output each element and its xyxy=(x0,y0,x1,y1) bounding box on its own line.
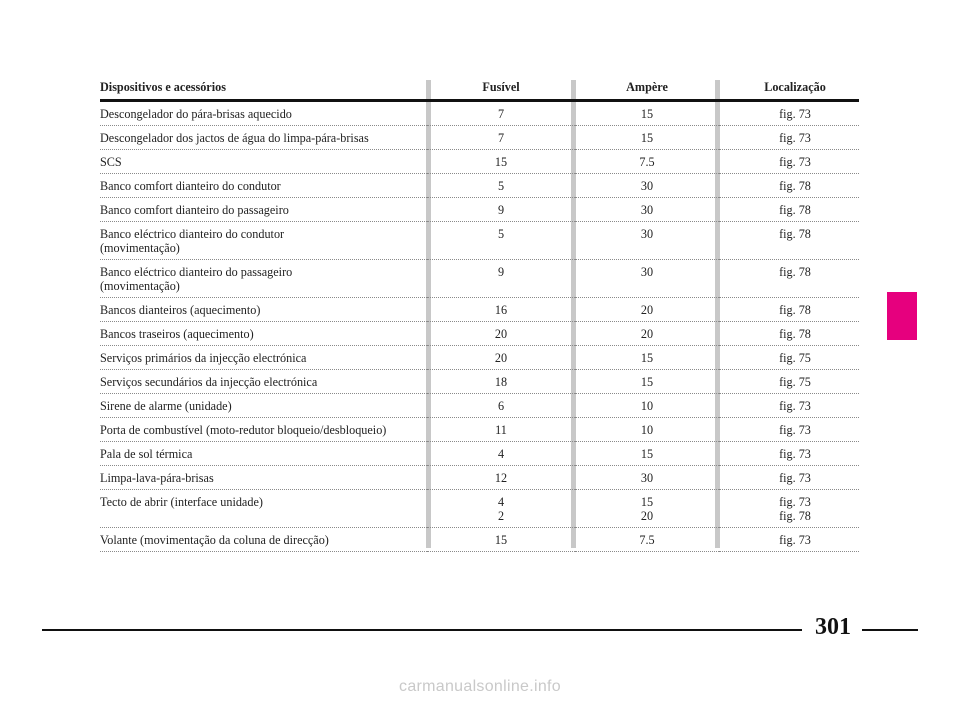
fuse-value-1: 4 xyxy=(497,495,505,509)
device-line-1: Banco eléctrico dianteiro do condutor xyxy=(100,227,285,241)
location-cell: fig. 73 xyxy=(719,394,859,418)
fuse-cell: 9 xyxy=(427,198,575,222)
device-cell: Bancos traseiros (aquecimento) xyxy=(100,322,427,346)
device-cell: Bancos dianteiros (aquecimento) xyxy=(100,298,427,322)
device-cell: Descongelador dos jactos de água do limpa-pára-brisas xyxy=(100,126,427,150)
ampere-cell: 15 xyxy=(575,126,719,150)
fuse-cell: 11 xyxy=(427,418,575,442)
ampere-value-2: 20 xyxy=(640,509,654,523)
ampere-cell: 7.5 xyxy=(575,528,719,552)
watermark: carmanualsonline.info xyxy=(399,678,561,695)
ampere-cell: 20 xyxy=(575,322,719,346)
location-cell: fig. 75 xyxy=(719,346,859,370)
table-row xyxy=(100,126,859,150)
ampere-cell: 15 xyxy=(575,442,719,466)
fuse-cell xyxy=(427,490,575,528)
table-row xyxy=(100,198,859,222)
header-fuse: Fusível xyxy=(427,78,575,101)
ampere-cell: 30 xyxy=(575,222,719,260)
fuse-cell: 15 xyxy=(427,528,575,552)
location-cell: fig. 73 xyxy=(719,126,859,150)
table-row xyxy=(100,528,859,552)
fuse-cell: 9 xyxy=(427,260,575,298)
table-row xyxy=(100,174,859,198)
ampere-cell: 30 xyxy=(575,198,719,222)
fuse-cell: 20 xyxy=(427,346,575,370)
device-cell: Pala de sol térmica xyxy=(100,442,427,466)
footer-rule-right xyxy=(862,629,918,631)
table-row xyxy=(100,101,859,126)
location-cell: fig. 73 xyxy=(719,466,859,490)
device-cell: Descongelador do pára-brisas aquecido xyxy=(100,101,427,126)
device-cell xyxy=(100,260,427,298)
device-cell: Serviços primários da injecção electrónica xyxy=(100,346,427,370)
ampere-cell xyxy=(575,490,719,528)
ampere-cell: 15 xyxy=(575,101,719,126)
location-cell: fig. 73 xyxy=(719,442,859,466)
ampere-cell: 20 xyxy=(575,298,719,322)
location-cell: fig. 78 xyxy=(719,174,859,198)
device-cell: Serviços secundários da injecção electrónica xyxy=(100,370,427,394)
device-cell: Banco comfort dianteiro do condutor xyxy=(100,174,427,198)
ampere-value-1: 15 xyxy=(640,495,654,509)
location-cell: fig. 73 xyxy=(719,418,859,442)
table-row xyxy=(100,490,859,528)
location-cell: fig. 73 xyxy=(719,528,859,552)
fuse-cell: 7 xyxy=(427,126,575,150)
device-cell: Porta de combustível (moto-redutor bloqueio/desbloqueio) xyxy=(100,418,427,442)
fuse-cell: 20 xyxy=(427,322,575,346)
device-cell xyxy=(100,222,427,260)
header-ampere: Ampère xyxy=(575,78,719,101)
device-cell: Tecto de abrir (interface unidade) xyxy=(100,490,427,528)
location-cell xyxy=(719,490,859,528)
location-value-1: fig. 73 xyxy=(779,495,811,509)
table-row xyxy=(100,442,859,466)
device-line-1: Banco eléctrico dianteiro do passageiro xyxy=(100,265,293,279)
header-devices: Dispositivos e acessórios xyxy=(100,78,427,101)
ampere-cell: 10 xyxy=(575,418,719,442)
ampere-cell: 10 xyxy=(575,394,719,418)
location-cell: fig. 78 xyxy=(719,260,859,298)
ampere-cell: 30 xyxy=(575,466,719,490)
device-line-2: (movimentação) xyxy=(100,241,180,255)
footer-rule-left xyxy=(42,629,802,631)
location-cell: fig. 78 xyxy=(719,298,859,322)
table-row xyxy=(100,394,859,418)
table-row xyxy=(100,466,859,490)
ampere-cell: 15 xyxy=(575,346,719,370)
table-row xyxy=(100,346,859,370)
ampere-cell: 30 xyxy=(575,260,719,298)
ampere-cell: 15 xyxy=(575,370,719,394)
device-line-2: (movimentação) xyxy=(100,279,180,293)
fuse-table xyxy=(100,78,859,552)
table-header-row xyxy=(100,78,859,101)
location-value-2: fig. 78 xyxy=(779,509,811,523)
device-cell: Limpa-lava-pára-brisas xyxy=(100,466,427,490)
fuse-cell: 16 xyxy=(427,298,575,322)
fuse-cell: 15 xyxy=(427,150,575,174)
fuse-cell: 18 xyxy=(427,370,575,394)
location-cell: fig. 73 xyxy=(719,150,859,174)
device-cell: Sirene de alarme (unidade) xyxy=(100,394,427,418)
ampere-cell: 30 xyxy=(575,174,719,198)
section-tab-marker xyxy=(887,292,917,340)
fuse-cell: 4 xyxy=(427,442,575,466)
device-cell: Banco comfort dianteiro do passageiro xyxy=(100,198,427,222)
table-row xyxy=(100,298,859,322)
location-cell: fig. 78 xyxy=(719,198,859,222)
fuse-cell: 6 xyxy=(427,394,575,418)
table-row xyxy=(100,418,859,442)
table-row xyxy=(100,222,859,260)
page-number: 301 xyxy=(815,614,851,640)
location-cell: fig. 75 xyxy=(719,370,859,394)
fuse-cell: 5 xyxy=(427,222,575,260)
fuse-cell: 12 xyxy=(427,466,575,490)
location-cell: fig. 78 xyxy=(719,222,859,260)
location-cell: fig. 73 xyxy=(719,101,859,126)
table-row xyxy=(100,150,859,174)
table-row xyxy=(100,260,859,298)
fuse-cell: 5 xyxy=(427,174,575,198)
fuse-cell: 7 xyxy=(427,101,575,126)
header-location: Localização xyxy=(719,78,859,101)
table-row xyxy=(100,370,859,394)
fuse-value-2: 2 xyxy=(497,509,505,523)
table-row xyxy=(100,322,859,346)
device-cell: Volante (movimentação da coluna de direcção) xyxy=(100,528,427,552)
ampere-cell: 7.5 xyxy=(575,150,719,174)
device-cell: SCS xyxy=(100,150,427,174)
location-cell: fig. 78 xyxy=(719,322,859,346)
